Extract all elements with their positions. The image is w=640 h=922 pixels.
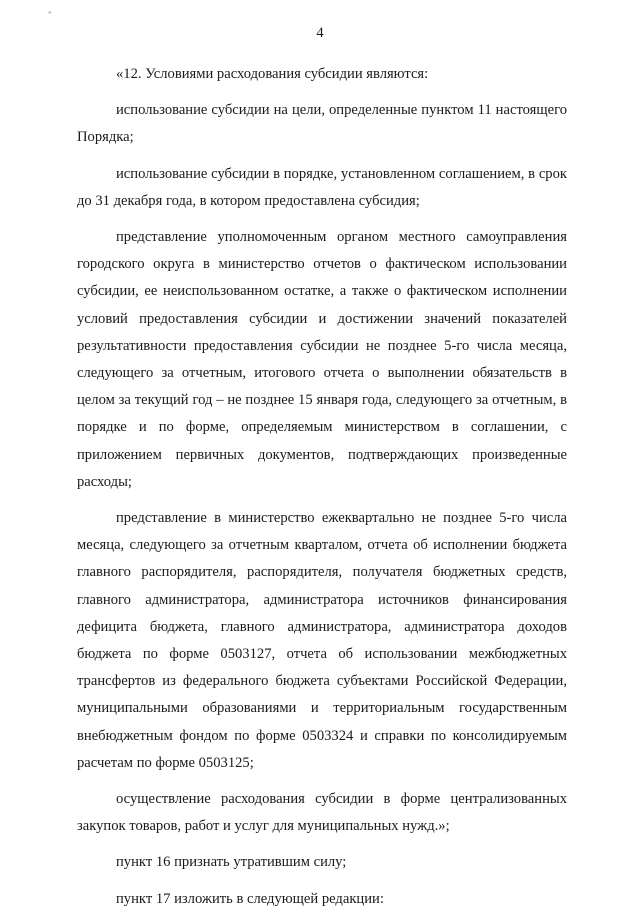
document-body <box>77 61 567 922</box>
page-number: 4 <box>316 25 324 41</box>
paragraph-item-16: пункт 16 признать утратившим силу; <box>116 854 347 871</box>
paragraph-conditions-heading: «12. Условиями расходования субсидии являются: <box>116 66 429 82</box>
paragraph-centralized-procurement: осуществление расходования субсидии в форме централизованных закупок товаров, работ и услуг для муниципальных нужд.»; <box>77 791 567 835</box>
paragraph-use-order: использование субсидии в порядке, установленном соглашением, в срок до 31 декабря года, в котором предоставлена субсидия; <box>77 165 567 209</box>
paragraph-use-purpose: использование субсидии на цели, определенные пунктом 11 настоящего Порядка; <box>77 102 567 146</box>
paragraph-item-17: пункт 17 изложить в следующей редакции: <box>116 890 384 907</box>
scan-corner-mark: " <box>48 10 52 20</box>
paragraph-reporting: представление уполномоченным органом местного самоуправления городского округа в министерство отчетов о фактическом использовании субсидии, ее неиспользованном остатке, а также о фактическом исполнении условий предоставления субсидии и достижении значений показателей результативности предоставления субсидии не позднее 5-го числа месяца, следующего за отчетным, итогового отчета о выполнении обязательств в целом за текущий год – не позднее 15 января года, следующего за отчетным, в порядке и по форме, определяемым министерством в соглашении, с приложением первичных документов, подтверждающих произведенные расходы; <box>77 229 567 490</box>
paragraph-quarterly-report: представление в министерство ежеквартально не позднее 5-го числа месяца, следующего за отчетным кварталом, отчета об исполнении бюджета главного распорядителя, распорядителя, получателя бюджетных средств, главного администратора, администратора источников финансирования дефицита бюджета, главного администратора, администратора доходов бюджета по форме 0503127, отчета об использовании межбюджетных трансфертов из федерального бюджета субъектами Российской Федерации, муниципальными образованиями и территориальным государственным внебюджетным фондом по форме 0503324 и справки по консолидируемым расчетам по форме 0503125; <box>77 510 567 771</box>
